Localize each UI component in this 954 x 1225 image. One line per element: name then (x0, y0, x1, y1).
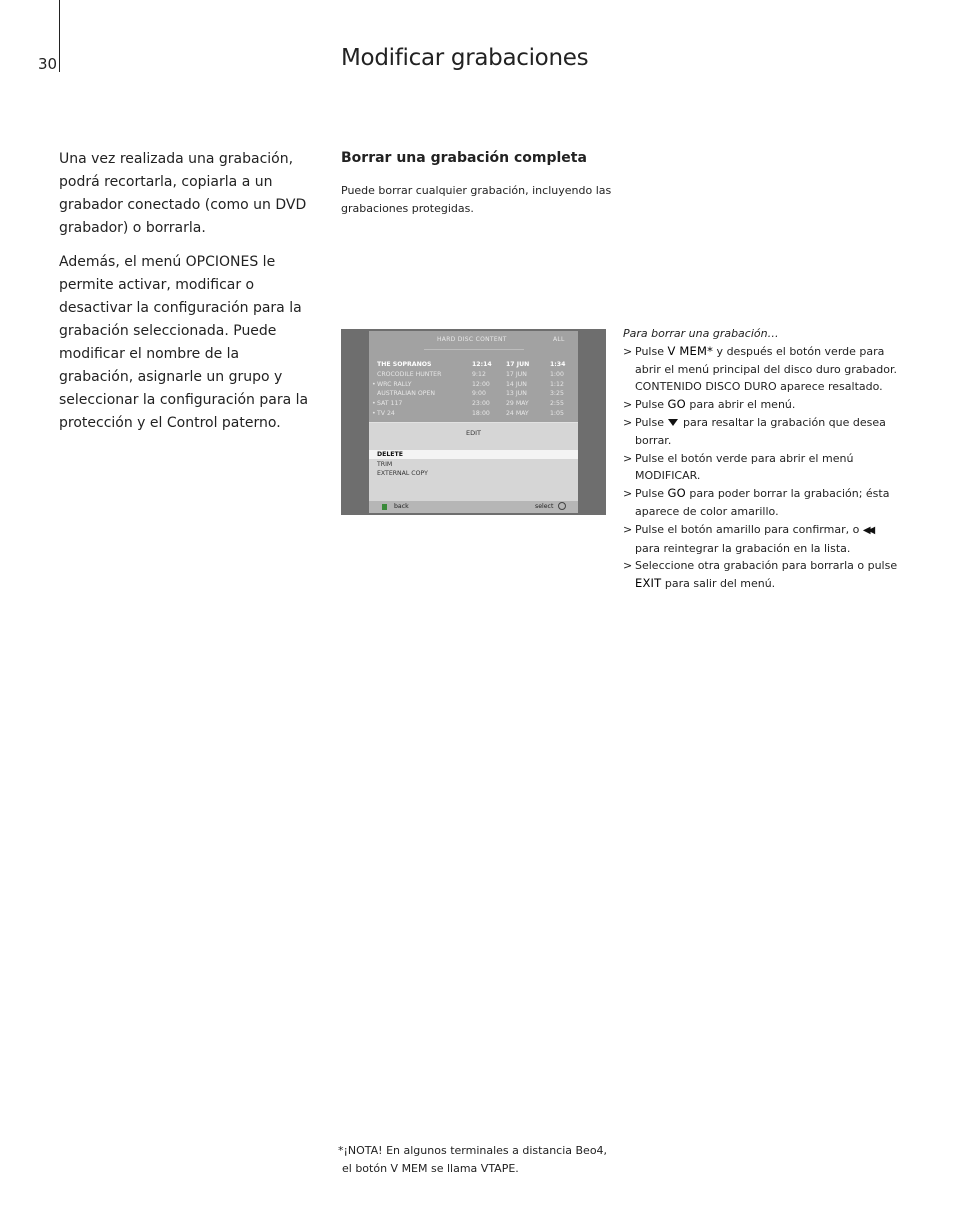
section-heading: Borrar una grabación completa (341, 150, 587, 166)
margin-rule (59, 0, 60, 72)
go-key: GO (667, 486, 686, 501)
recording-length: 1:05 (550, 410, 564, 417)
step-text: Pulse (635, 398, 668, 412)
list-header-title: HARD DISC CONTENT (437, 336, 507, 343)
step-2: > Pulse GO para abrir el menú. (623, 397, 796, 412)
menu-item-delete[interactable] (369, 450, 578, 459)
recording-name: SAT 117 (377, 400, 403, 408)
recording-length: 2:55 (550, 400, 564, 408)
recording-name: AUSTRALIAN OPEN (377, 390, 435, 398)
tv-menu-screen (341, 329, 606, 515)
recording-length: 3:25 (550, 390, 564, 398)
step-4: > Pulse el botón verde para abrir el menú MODIFICAR. (623, 451, 854, 483)
recording-date: 17 JUN (506, 370, 527, 378)
page-number: 30 (38, 55, 58, 73)
step-text: Pulse el botón verde para abrir el menú MODIFICAR. (635, 451, 854, 483)
step-text: Pulse (635, 487, 668, 501)
recording-marker: • (372, 380, 376, 388)
step-text: para abrir el menú. (685, 398, 796, 412)
recording-row[interactable] (369, 410, 578, 420)
step-3: > Pulse para resaltar la grabación que desea borrar. (623, 415, 886, 447)
menu-panel (369, 331, 578, 513)
menu-item-external-copy[interactable] (369, 469, 578, 478)
menu-item-trim[interactable] (369, 460, 578, 469)
recording-marker: • (372, 400, 376, 408)
recording-date: 14 JUN (506, 380, 527, 388)
step-text: Seleccione otra grabación para borrarla o pulse (635, 559, 898, 573)
recording-name: THE SOPRANOS (377, 361, 432, 368)
step-text: y después el botón verde para abrir el menú principal del disco duro grabador. CONTENIDO DISCO DURO aparece resaltado. (635, 344, 897, 394)
step-text: Pulse (635, 344, 668, 358)
vmem-key: V MEM* (667, 343, 714, 358)
instructions-title: Para borrar una grabación… (623, 327, 779, 340)
recording-date: 13 JUN (506, 390, 527, 398)
step-text: Pulse el botón amarillo para confirmar, o (635, 522, 863, 536)
recording-marker: • (372, 410, 376, 417)
intro-paragraph-2: Además, el menú OPCIONES le permite activar, modificar o desactivar la configuración para la grabación seleccionada. Puede modificar el nombre de la grabación, asignarle un grupo y seleccionar la configuración para la protección y el Control paterno. (59, 254, 309, 431)
step-text: para resaltar la grabación que desea borrar. (635, 415, 886, 447)
recording-row[interactable] (369, 361, 578, 371)
recording-time: 9:00 (472, 390, 486, 398)
footnote-line-2: el botón V MEM se llama VTAPE. (342, 1162, 519, 1175)
recording-length: 1:00 (550, 370, 564, 378)
recording-row[interactable] (369, 390, 578, 400)
edit-bar (369, 423, 578, 447)
select-label: select (535, 503, 554, 510)
recording-date: 17 JUN (506, 361, 530, 368)
recording-name: WRC RALLY (377, 380, 412, 388)
menu-item-label: TRIM (377, 460, 393, 468)
step-text: para poder borrar la grabación; ésta aparece de color amarillo. (635, 487, 890, 518)
step-text: para reintegrar la grabación en la lista. (635, 541, 851, 555)
step-6: > Pulse el botón amarillo para confirmar, o ◀◀para reintegrar la grabación en la lista. (623, 522, 873, 555)
green-button-icon (382, 504, 387, 510)
rewind-icon: ◀◀ (862, 524, 873, 536)
step-text: para salir del menú. (661, 577, 776, 591)
step-text: Pulse (635, 415, 668, 429)
menu-item-label: EXTERNAL COPY (377, 470, 428, 477)
go-key: GO (667, 397, 686, 412)
recording-date: 24 MAY (506, 410, 529, 417)
recording-time: 12:14 (472, 361, 492, 368)
recording-name: TV 24 (377, 410, 395, 417)
footnote (338, 1142, 618, 1178)
intro-paragraph-1: Una vez realizada una grabación, podrá recortarla, copiarla a un grabador conectado (como un DVD grabador) o borrarla. (59, 151, 307, 236)
header-underline (424, 349, 524, 350)
recording-name: CROCODILE HUNTER (377, 370, 442, 378)
back-label: back (394, 503, 409, 510)
section-text: Puede borrar cualquier grabación, incluyendo las grabaciones protegidas. (341, 184, 612, 215)
list-header-filter: ALL (553, 336, 565, 343)
recording-time: 12:00 (472, 380, 490, 388)
arrow-down-icon (668, 419, 678, 426)
recording-row[interactable] (369, 381, 578, 391)
recording-time: 23:00 (472, 400, 490, 408)
go-button-icon (558, 502, 566, 510)
edit-label: EDIT (466, 429, 481, 437)
recording-length: 1:34 (550, 361, 566, 368)
recording-time: 18:00 (472, 410, 490, 417)
intro-text (59, 148, 311, 446)
recording-row[interactable] (369, 371, 578, 381)
menu-footer (369, 501, 578, 513)
exit-key: EXIT (635, 576, 662, 591)
recording-time: 9:12 (472, 370, 486, 378)
edit-menu (369, 447, 578, 501)
step-7: > Seleccione otra grabación para borrarla o pulse EXIT para salir del menú. (623, 559, 898, 591)
footnote-line-1: *¡NOTA! En algunos terminales a distancia Beo4, (338, 1144, 608, 1157)
step-5: > Pulse GO para poder borrar la grabación; ésta aparece de color amarillo. (623, 486, 890, 518)
recording-length: 1:12 (550, 380, 564, 388)
hard-disc-content-list (369, 331, 578, 423)
page-title: Modificar grabaciones (341, 45, 589, 71)
menu-item-label: DELETE (377, 451, 403, 458)
recording-row[interactable] (369, 400, 578, 410)
recording-date: 29 MAY (506, 400, 529, 408)
step-1: > Pulse V MEM* y después el botón verde para abrir el menú principal del disco duro grabador. CONTENIDO DISCO DURO aparece resaltado. (623, 343, 897, 394)
instructions (623, 325, 898, 593)
